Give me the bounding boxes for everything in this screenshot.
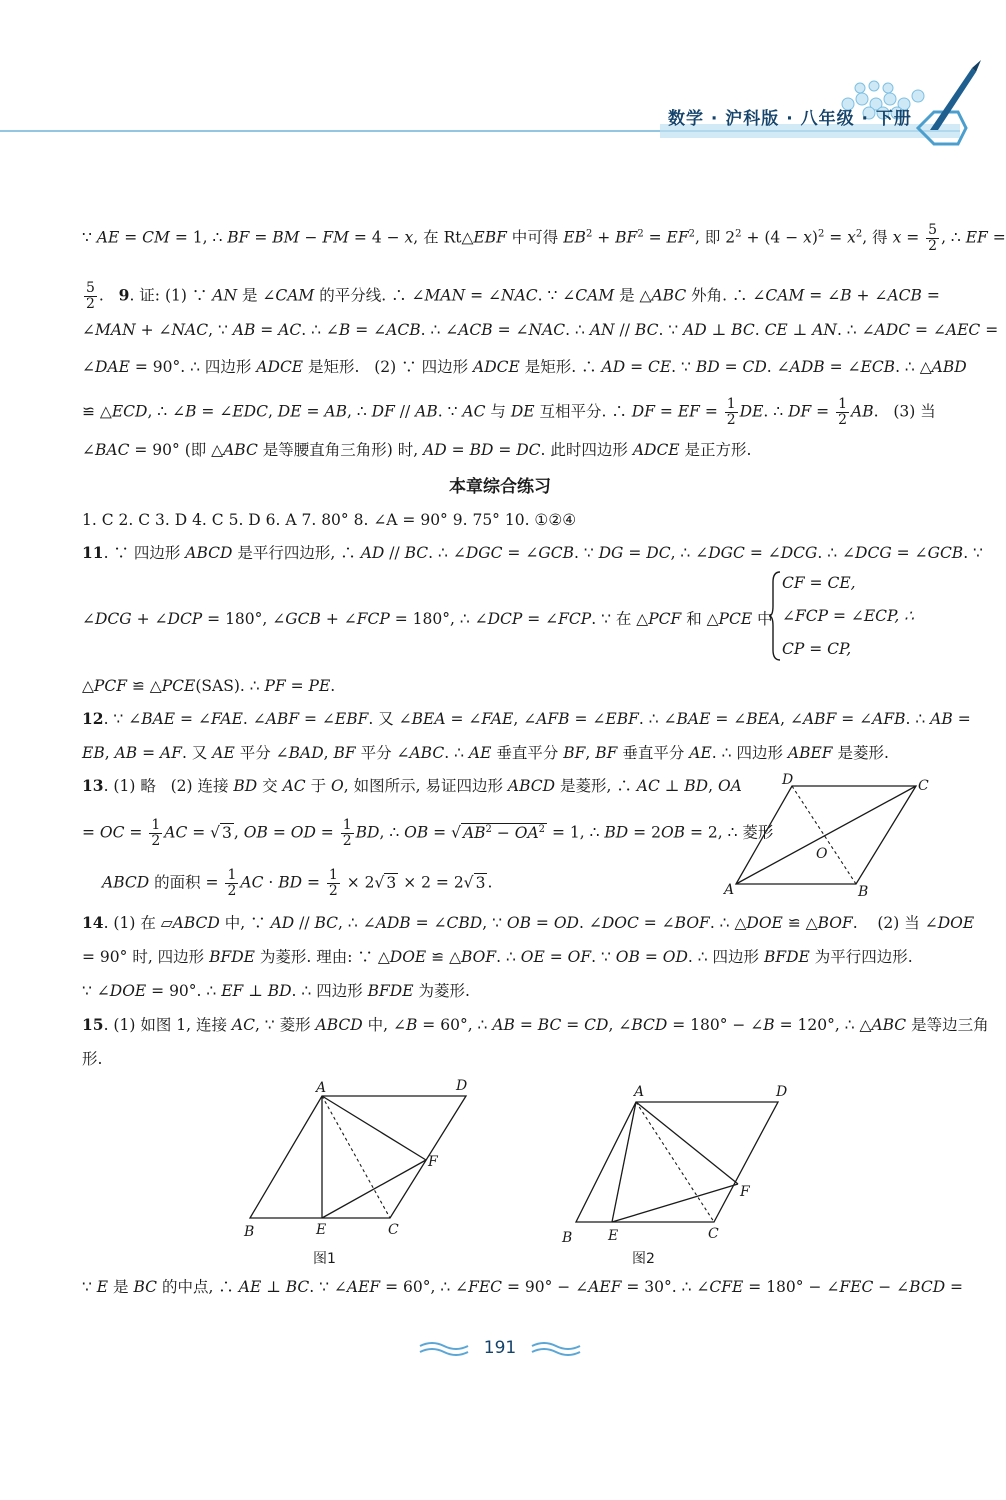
label-A: A xyxy=(316,1080,327,1096)
figure-2-caption: 图2 xyxy=(632,1251,655,1267)
text-line: 11. ∵ 四边形 ABCD 是平行四边形, ∴ AD // BC. ∴ ∠DGC = ∠GCB. ∵ DG = DC, ∴ ∠DGC = ∠DCG. ∴ ∠DCG = ∠GCB. ∵ xyxy=(82,543,983,562)
figure-2 xyxy=(560,1076,800,1246)
text-line: $\frac{5}{2}$ . 9. 证: (1) ∵ AN 是 ∠CAM 的平分线. ∴ ∠MAN = ∠NAC. ∵ ∠CAM 是 △ABC 外角. ∴ ∠CAM = ∠B + ∠ACB = xyxy=(86,280,940,312)
text-line: ∠DCG + ∠DCP = 180°, ∠GCB + ∠FCP = 180°, ∴ ∠DCP = ∠FCP. ∵ 在 △PCF 和 △PCE 中 xyxy=(82,610,773,628)
brace-system xyxy=(768,570,948,662)
text-line: ∠DAE = 90°. ∴ 四边形 ADCE 是矩形. (2) ∵ 四边形 ADCE 是矩形. ∴ AD = CE. ∵ BD = CD. ∠ADB = ∠ECB. ∴ △ABD xyxy=(82,358,967,376)
label-A: A xyxy=(724,882,735,898)
label-B: B xyxy=(858,884,869,900)
wave-icon xyxy=(418,1338,478,1358)
text-line: ∵ AE = CM = 1, ∴ BF = BM − FM = 4 − x, 在 Rt△EBF 中可得 $EB^2 + BF^2 = EF^2$, 即 $2^2 + (4 - x)^2 = x^2$, 得 x = $\frac{5}{2}$ , ∴ EF = xyxy=(82,222,1006,254)
label-F: F xyxy=(740,1184,750,1200)
brace-line-1: CF = CE, xyxy=(782,574,856,592)
label-D: D xyxy=(776,1084,788,1100)
label-C: C xyxy=(708,1226,719,1242)
label-C: C xyxy=(388,1222,399,1238)
mc-answers: 1. C 2. C 3. D 4. C 5. D 6. A 7. 80° 8. ∠A = 90° 9. 75° 10. ①②④ xyxy=(82,511,577,529)
header-title: 数学 · 沪科版 · 八年级 · 下册 xyxy=(668,109,912,129)
brace-line-2: ∠FCP = ∠ECP, ∴ xyxy=(782,607,915,625)
label-D: D xyxy=(782,772,794,788)
figure-1-caption: 图1 xyxy=(313,1251,336,1267)
text-line: EB, AB = AF. 又 AE 平分 ∠BAD, BF 平分 ∠ABC. ∴ AE 垂直平分 BF, BF 垂直平分 AE. ∴ 四边形 ABEF 是菱形. xyxy=(82,744,889,762)
left-brace xyxy=(768,570,782,662)
text-line: △PCF ≌ △PCE(SAS). ∴ PF = PE. xyxy=(82,677,336,695)
text-line: 13. (1) 略 (2) 连接 BD 交 AC 于 O, 如图所示, 易证四边形 ABCD 是菱形, ∴ AC ⊥ BD, OA xyxy=(82,776,742,795)
text-line: = OC = $\frac{1}{2}$ AC = √ 3 , OB = OD = $\frac{1}{2}$ BD, ∴ OB = √ $AB^2 - OA^2 = 1$, ∴ BD = 2OB = 2, ∴ 菱形 xyxy=(82,817,774,849)
text-line: 形. xyxy=(82,1050,103,1068)
page-header xyxy=(0,0,1000,170)
text-line: 15. (1) 如图 1, 连接 AC, ∵ 菱形 ABCD 中, ∠B = 60°, ∴ AB = BC = CD, ∠BCD = 180° − ∠B = 120°, ∴ △ABC 是等边三角 xyxy=(82,1015,989,1034)
text-line: ABCD 的面积 = $\frac{1}{2}$ AC · BD = $\frac{1}{2}$ × 2√ 3 × 2 = 2√ 3 . xyxy=(102,867,493,899)
page-number-block xyxy=(0,1338,1000,1358)
label-D: D xyxy=(456,1078,468,1094)
text-line: ∵ E 是 BC 的中点, ∴ AE ⊥ BC. ∵ ∠AEF = 60°, ∴ ∠FEC = 90° − ∠AEF = 30°. ∴ ∠CFE = 180° − ∠FEC − ∠BCD = xyxy=(82,1278,964,1296)
label-F: F xyxy=(428,1154,438,1170)
text-line: = 90° 时, 四边形 BFDE 为菱形. 理由: ∵ △DOE ≌ △BOF. ∴ OE = OF. ∵ OB = OD. ∴ 四边形 BFDE 为平行四边形. xyxy=(82,948,913,966)
text-line: ∵ ∠DOE = 90°. ∴ EF ⊥ BD. ∴ 四边形 BFDE 为菱形. xyxy=(82,982,470,1000)
label-C: C xyxy=(918,778,929,794)
page-number: 191 xyxy=(483,1338,517,1358)
text-line: 12. ∵ ∠BAE = ∠FAE. ∠ABF = ∠EBF. 又 ∠BEA = ∠FAE, ∠AFB = ∠EBF. ∴ ∠BAE = ∠BEA, ∠ABF = ∠AFB. ∴ AB = xyxy=(82,709,971,728)
figure-1 xyxy=(240,1076,480,1240)
label-B: B xyxy=(244,1224,255,1240)
label-B: B xyxy=(562,1230,573,1246)
rhombus-figure xyxy=(720,770,940,900)
text-line: ∠MAN + ∠NAC, ∵ AB = AC. ∴ ∠B = ∠ACB. ∴ ∠ACB = ∠NAC. ∴ AN // BC. ∵ AD ⊥ BC. CE ⊥ AN. ∴ ∠ADC = ∠AEC = xyxy=(82,321,999,339)
brace-line-3: CP = CP, xyxy=(782,640,852,658)
label-E: E xyxy=(608,1228,619,1244)
wave-icon xyxy=(522,1338,582,1358)
section-title: 本章综合练习 xyxy=(449,477,551,497)
text-line: 14. (1) 在 ▱ABCD 中, ∵ AD // BC, ∴ ∠ADB = ∠CBD, ∵ OB = OD. ∠DOC = ∠BOF. ∴ △DOE ≌ △BOF. (2) 当 ∠DOE xyxy=(82,913,975,932)
text-line: ∠BAC = 90° (即 △ABC 是等腰直角三角形) 时, AD = BD = DC. 此时四边形 ADCE 是正方形. xyxy=(82,441,752,459)
label-O: O xyxy=(816,846,828,862)
label-E: E xyxy=(316,1222,327,1238)
text-line: ≌ △ECD, ∴ ∠B = ∠EDC, DE = AB, ∴ DF // AB. ∵ AC 与 DE 互相平分. ∴ DF = EF = $\frac{1}{2}$ DE. ∴ DF = $\frac{1}{2}$ AB. (3) 当 xyxy=(82,396,936,428)
header-decoration xyxy=(0,0,1000,170)
label-A: A xyxy=(634,1084,645,1100)
